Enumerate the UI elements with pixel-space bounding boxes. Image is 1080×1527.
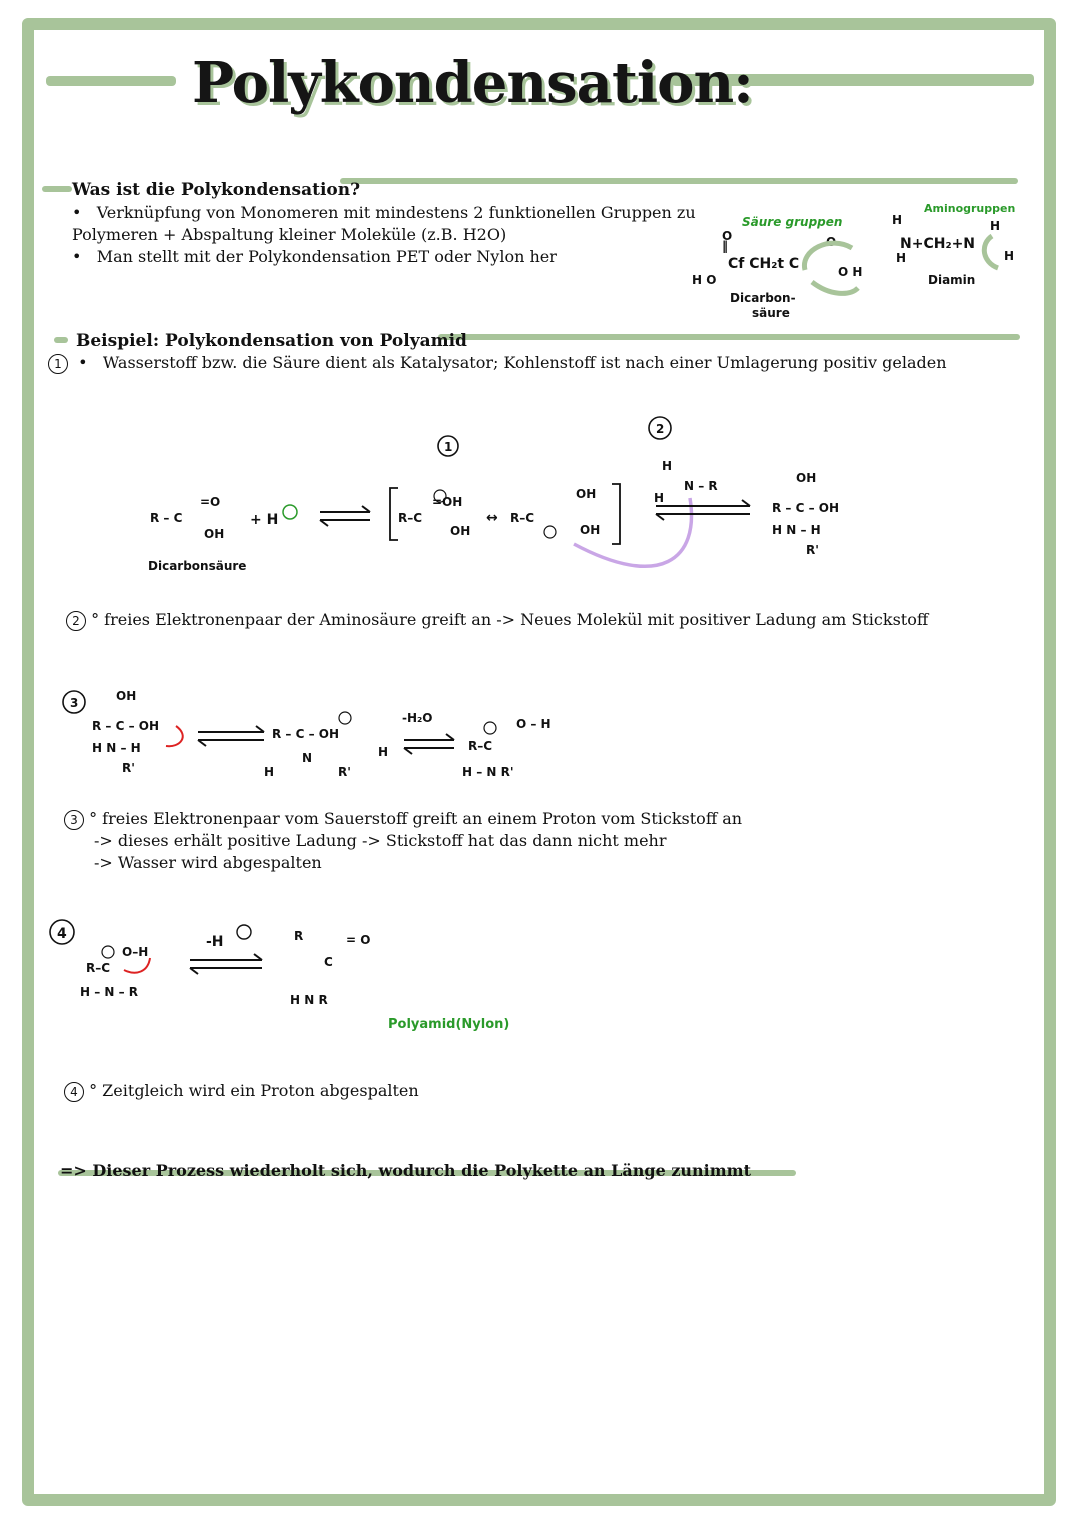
bullet-dot: • (72, 203, 97, 222)
svg-text:H – N R': H – N R' (462, 765, 514, 779)
bullet-dot: • (73, 353, 103, 372)
svg-text:R': R' (338, 765, 351, 779)
step4-minus-h: -H (206, 934, 224, 950)
step3-end-molecule (462, 717, 551, 779)
bullet2-text: Man stellt mit der Polykondensation PET oder Nylon her (96, 247, 557, 266)
svg-text:C: C (324, 955, 333, 969)
svg-text:H: H (896, 251, 907, 265)
step3-arrow-1 (198, 726, 264, 746)
section2-heading: Beispiel: Polykondensation von Polyamid (76, 331, 467, 351)
page-title: Polykondensation: (192, 50, 753, 116)
label-dicarbonsaeure: Dicarbonsäure (148, 559, 247, 573)
svg-text:OH: OH (580, 523, 601, 537)
svg-text:↔: ↔ (486, 510, 498, 526)
svg-text:R – C – OH: R – C – OH (772, 501, 840, 515)
step2-text: ° freies Elektronenpaar der Aminosäure greift an -> Neues Molekül mit positiver Ladung am Stickstoff (91, 610, 929, 629)
svg-text:R–C: R–C (468, 739, 493, 753)
tetrahedral-intermediate (772, 471, 839, 557)
bullet1-line2: Polymeren + Abspaltung kleiner Moleküle (z.B. H2O) (72, 225, 507, 244)
step4-start-molecule (80, 945, 150, 999)
step3-line1: ° freies Elektronenpaar vom Sauerstoff greift an einem Proton vom Stickstoff an (89, 809, 743, 828)
plus-charge-icon (237, 925, 251, 939)
svg-text:=O: =O (200, 495, 221, 509)
svg-text:R – C: R – C (150, 511, 183, 525)
label-dicarbon-2: säure (752, 306, 790, 320)
section1-heading: Was ist die Polykondensation? (72, 180, 361, 200)
label-polyamid-nylon: Polyamid(Nylon) (388, 1017, 510, 1032)
step3-arrow-2 (404, 734, 454, 754)
mechanism-number-3: 3 (70, 696, 79, 710)
equilibrium-arrow-1 (320, 506, 370, 526)
svg-text:OH: OH (576, 487, 597, 501)
svg-text:R – C – OH: R – C – OH (272, 727, 340, 741)
mechanism-number-4: 4 (57, 926, 67, 942)
amine-reactant (654, 459, 718, 505)
step3-middle-molecule (264, 712, 388, 779)
svg-text:N: N (302, 751, 313, 765)
mechanism-number-2: 2 (656, 422, 665, 436)
step3-water-label: -H₂O (402, 711, 433, 725)
svg-text:N – R: N – R (684, 479, 718, 493)
svg-text:H N – H: H N – H (92, 741, 141, 755)
svg-text:O – H: O – H (516, 717, 551, 731)
dicarboxylic-acid-structure (692, 229, 862, 293)
conclusion-text: => Dieser Prozess wiederholt sich, wodurch die Polykette an Länge zunimmt (60, 1161, 751, 1180)
svg-text:H N R: H N R (290, 993, 328, 1007)
svg-text:H: H (378, 745, 389, 759)
step3-line2: -> dieses erhält positive Ladung -> Stickstoff hat das dann nicht mehr (94, 831, 667, 850)
svg-text:+ H: + H (250, 512, 279, 528)
label-diamin: Diamin (928, 273, 976, 287)
svg-text:H – N – R: H – N – R (80, 985, 139, 999)
step4-arrow (190, 954, 262, 974)
svg-text:N+CH₂+N: N+CH₂+N (900, 236, 976, 252)
svg-text:R–C: R–C (398, 511, 423, 525)
svg-text:H: H (990, 219, 1001, 233)
svg-text:H: H (662, 459, 673, 473)
svg-text:OH: OH (450, 524, 471, 538)
svg-text:O: O (722, 229, 733, 243)
svg-text:OH: OH (116, 689, 137, 703)
svg-text:R–C: R–C (86, 961, 111, 975)
step-number-1: 1 (48, 354, 68, 374)
svg-text:R–C: R–C (510, 511, 535, 525)
svg-text:= O: = O (346, 933, 371, 947)
step-number-3: 3 (64, 810, 84, 830)
svg-text:OH: OH (204, 527, 225, 541)
equilibrium-arrow-2 (656, 500, 750, 520)
label-acid-groups: Säure gruppen (742, 215, 843, 229)
svg-text:O: O (826, 235, 837, 249)
svg-text:R': R' (122, 761, 135, 775)
polyamide-product (290, 929, 370, 1007)
svg-text:=OH: =OH (432, 495, 463, 509)
step-number-4: 4 (64, 1082, 84, 1102)
bullet-dot: • (72, 247, 97, 266)
bullet1-line1: Verknüpfung von Monomeren mit mindestens 2 funktionellen Gruppen zu (96, 203, 696, 222)
svg-text:O–H: O–H (122, 945, 149, 959)
svg-text:H: H (1004, 249, 1015, 263)
svg-text:R – C – OH: R – C – OH (92, 719, 160, 733)
step4-text: ° Zeitgleich wird ein Proton abgespalten (89, 1081, 419, 1100)
mechanism-number-1: 1 (444, 440, 453, 454)
svg-text:Cf CH₂t C: Cf CH₂t C (728, 256, 800, 272)
svg-text:H: H (892, 213, 903, 227)
step-number-2: 2 (66, 611, 86, 631)
svg-text:O H: O H (838, 265, 863, 279)
svg-text:‖: ‖ (722, 239, 728, 253)
protonated-intermediate-bracket (390, 484, 620, 544)
step3-line3: -> Wasser wird abgespalten (94, 853, 322, 872)
step3-start-molecule (92, 689, 183, 775)
svg-text:H: H (654, 491, 665, 505)
diamine-structure (892, 213, 1014, 268)
label-dicarbon-1: Dicarbon- (730, 291, 796, 305)
svg-text:R': R' (806, 543, 819, 557)
carboxylic-acid-molecule (150, 495, 297, 541)
label-amino-groups: Aminogruppen (924, 202, 1016, 215)
svg-text:H N – H: H N – H (772, 523, 821, 537)
svg-text:R: R (294, 929, 304, 943)
svg-text:H: H (264, 765, 275, 779)
svg-text:OH: OH (796, 471, 817, 485)
svg-text:H O: H O (692, 273, 717, 287)
step1-text: Wasserstoff bzw. die Säure dient als Katalysator; Kohlenstoff ist nach einer Umlagerung positiv geladen (102, 353, 947, 372)
